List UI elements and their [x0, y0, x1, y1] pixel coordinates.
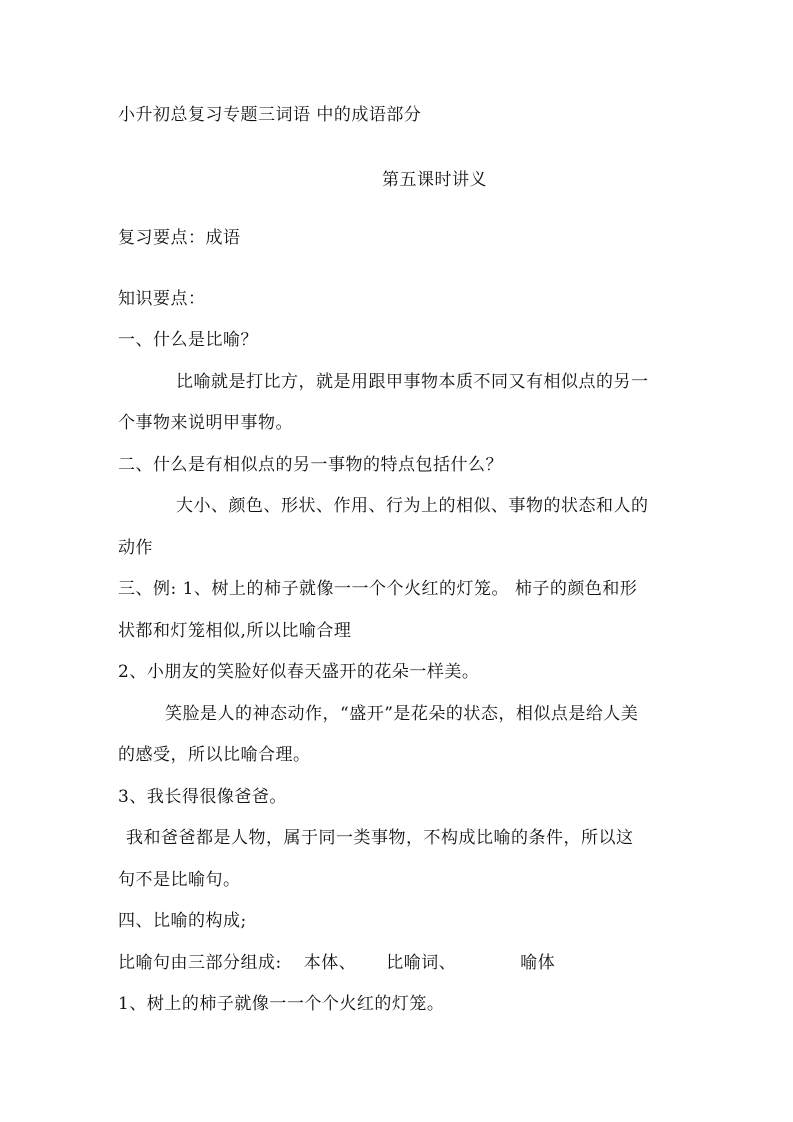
example1-line2: 状都和灯笼相似,所以比喻合理: [118, 621, 352, 641]
section2-heading: 二、什么是有相似点的另一事物的特点包括什么？: [118, 455, 503, 475]
knowledge-points-label: 知识要点：: [118, 289, 206, 309]
document-title: 小升初总复习专题三词语 中的成语部分: [118, 105, 422, 125]
section2-body-line2: 动作: [118, 538, 153, 558]
composition-line: [118, 951, 555, 975]
document-subtitle: 第五课时讲义: [382, 170, 487, 190]
example2-line1: 笑脸是人的神态动作，“盛开”是花朵的状态，相似点是给人美: [165, 704, 639, 724]
example2-heading: 2、小朋友的笑脸好似春天盛开的花朵一样美。: [118, 662, 480, 682]
section4-heading: 四、比喻的构成;: [118, 911, 247, 931]
example1-line1: 三、例: 1、树上的柿子就像一一个个火红的灯笼。 柿子的颜色和形: [118, 579, 638, 599]
example3-line1: 我和爸爸都是人物，属于同一类事物，不构成比喻的条件，所以这: [126, 828, 634, 848]
example3-heading: 3、我长得很像爸爸。: [118, 787, 287, 807]
example3-line2: 句不是比喻句。: [118, 870, 241, 890]
section1-body-line1: 比喻就是打比方，就是用跟甲事物本质不同又有相似点的另一: [176, 372, 649, 392]
example2-line2: 的感受，所以比喻合理。: [118, 745, 311, 765]
section4-example: 1、树上的柿子就像一一个个火红的灯笼。: [118, 994, 445, 1014]
composition-part-vehicle: 喻体: [520, 953, 556, 973]
composition-intro: 比喻句由三部分组成:: [118, 953, 282, 973]
section1-body-line2: 个事物来说明甲事物。: [118, 413, 293, 433]
section2-body-line1: 大小、颜色、形状、作用、行为上的相似、事物的状态和人的: [176, 496, 649, 516]
composition-part-comparator: 比喻词、: [386, 953, 457, 973]
review-point: 复习要点：成语: [118, 228, 241, 248]
composition-part-tenor: 本体、: [303, 953, 357, 973]
section1-heading: 一、什么是比喻？: [118, 330, 258, 350]
